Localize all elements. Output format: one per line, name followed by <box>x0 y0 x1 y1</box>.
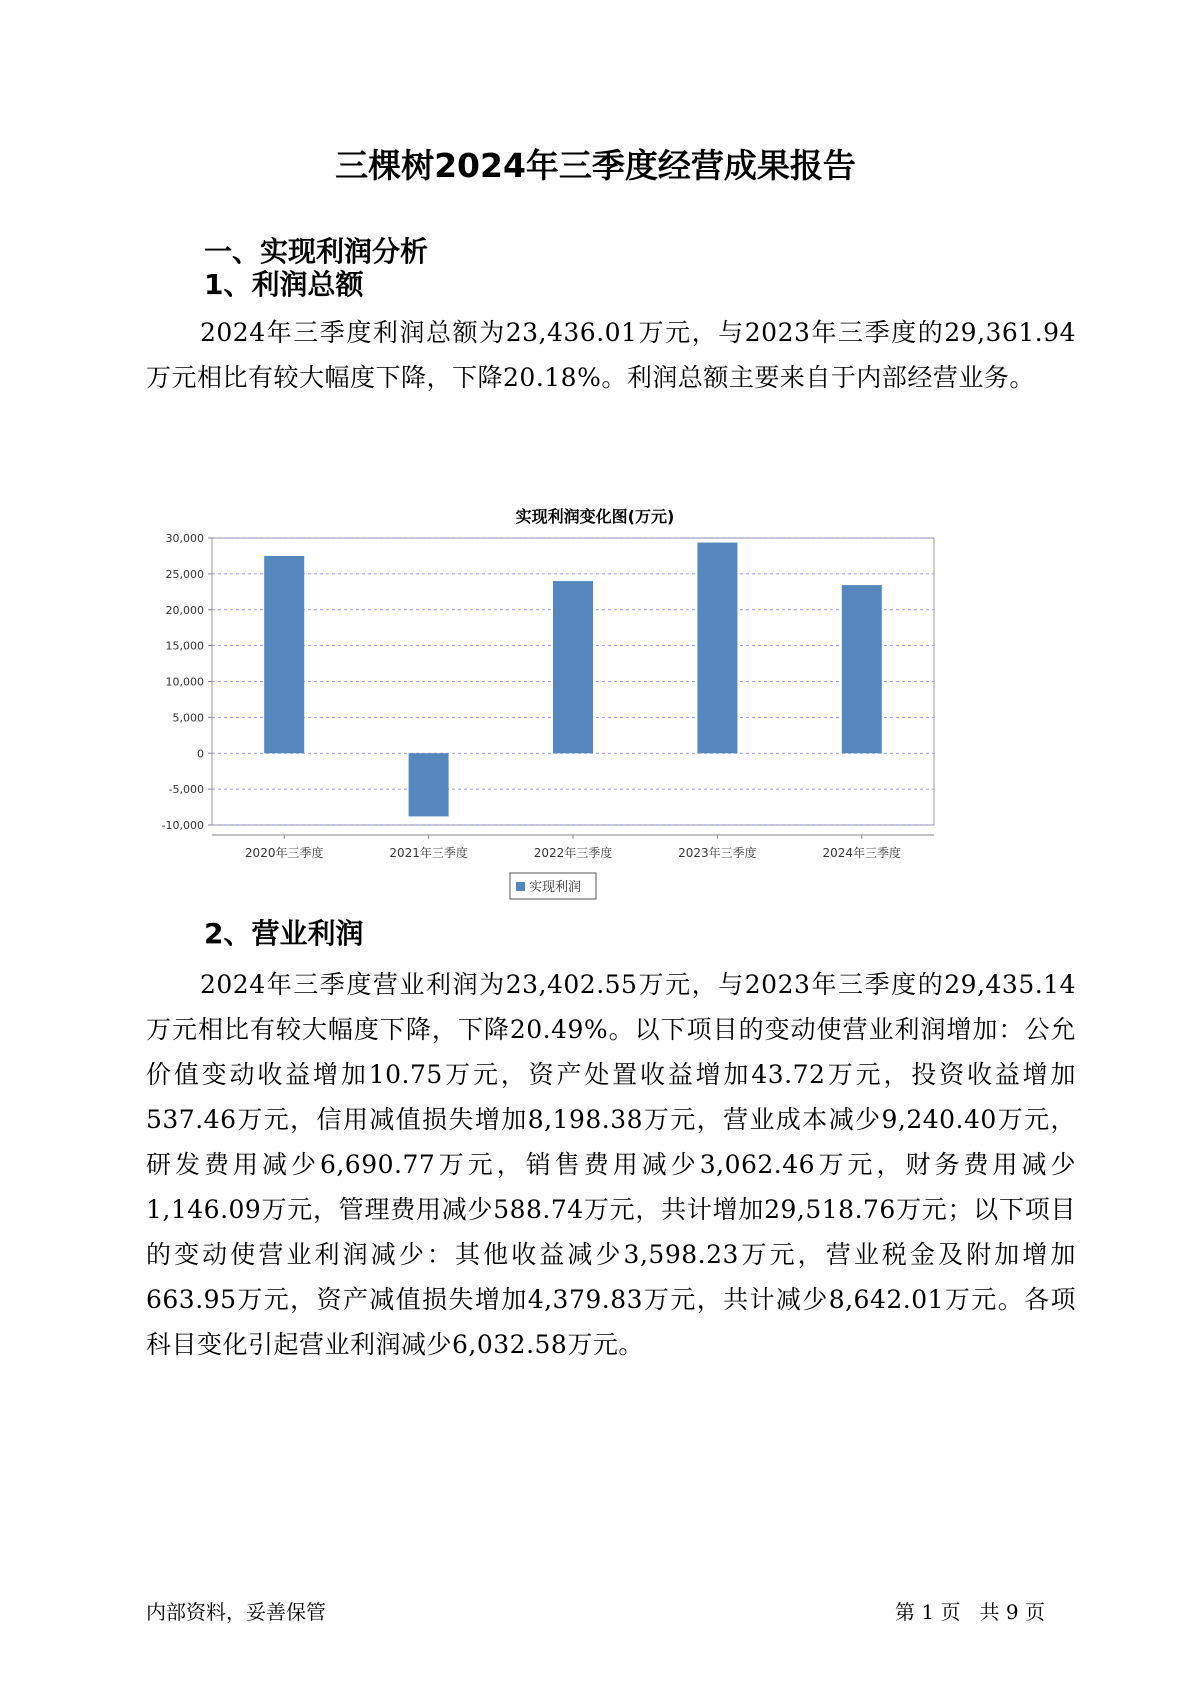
bar <box>553 581 593 753</box>
chart-y-axis <box>162 532 212 832</box>
x-tick-label: 2022年三季度 <box>533 846 613 860</box>
y-tick-label: 10,000 <box>165 675 204 689</box>
chart-legend <box>510 873 596 899</box>
y-tick-label: -10,000 <box>161 819 204 832</box>
y-tick-label: 15,000 <box>165 639 204 653</box>
y-tick-label: 30,000 <box>165 532 204 545</box>
profit-chart <box>160 500 1030 950</box>
subsection-heading-operating-profit: 2、营业利润 <box>204 917 364 950</box>
legend-label: 实现利润 <box>529 880 582 895</box>
y-tick-label: -5,000 <box>168 783 204 797</box>
footer-page-number: 第 1 页 共 9 页 <box>895 1600 1045 1624</box>
y-tick-label: 0 <box>197 747 204 761</box>
total-profit-paragraph: 2024年三季度利润总额为23,436.01万元，与2023年三季度的29,361.94万元相比有较大幅度下降，下降20.18%。利润总额主要来自于内部经营业务。 <box>146 318 1076 392</box>
x-tick-label: 2024年三季度 <box>822 846 902 860</box>
chart-x-axis <box>212 835 934 860</box>
page-title: 三棵树2024年三季度经营成果报告 <box>335 146 856 185</box>
y-tick-label: 25,000 <box>165 567 204 581</box>
legend-swatch <box>516 882 525 891</box>
section-heading: 一、实现利润分析 <box>204 235 429 268</box>
y-tick-label: 20,000 <box>165 603 204 617</box>
x-tick-label: 2020年三季度 <box>244 846 324 860</box>
x-tick-label: 2021年三季度 <box>389 846 468 860</box>
bar <box>409 753 449 816</box>
bar <box>697 543 737 754</box>
bar <box>842 585 882 753</box>
subsection-heading-total-profit: 1、利润总额 <box>204 268 364 301</box>
profit-chart-svg <box>160 500 1030 950</box>
chart-title: 实现利润变化图(万元) <box>515 507 675 526</box>
y-tick-label: 5,000 <box>172 711 204 725</box>
operating-profit-paragraph: 2024年三季度营业利润为23,402.55万元，与2023年三季度的29,435.14万元相比有较大幅度下降，下降20.49%。以下项目的变动使营业利润增加：公允价值变动收益增加10.75万元，资产处置收益增加43.72万元，投资收益增加537.46万元，信用减值损失增加8,198.38万元，营业成本减少9,240.40万元，研发费用减少6,690.77万元，销售费用减少3,062.46万元，财务费用减少1,146.09万元，管理费用减少588.74万元，共计增加29,518.76万元；以下项目的变动使营业利润减少：其他收益减少3,598.23万元，营业税金及附加增加663.95万元，资产减值损失增加4,379.83万元，共计减少8,642.01万元。各项科目变化引起营业利润减少6,032.58万元。 <box>146 970 1076 1359</box>
x-tick-label: 2023年三季度 <box>678 846 757 860</box>
bar <box>264 556 304 753</box>
footer-note: 内部资料，妥善保管 <box>146 1600 326 1624</box>
